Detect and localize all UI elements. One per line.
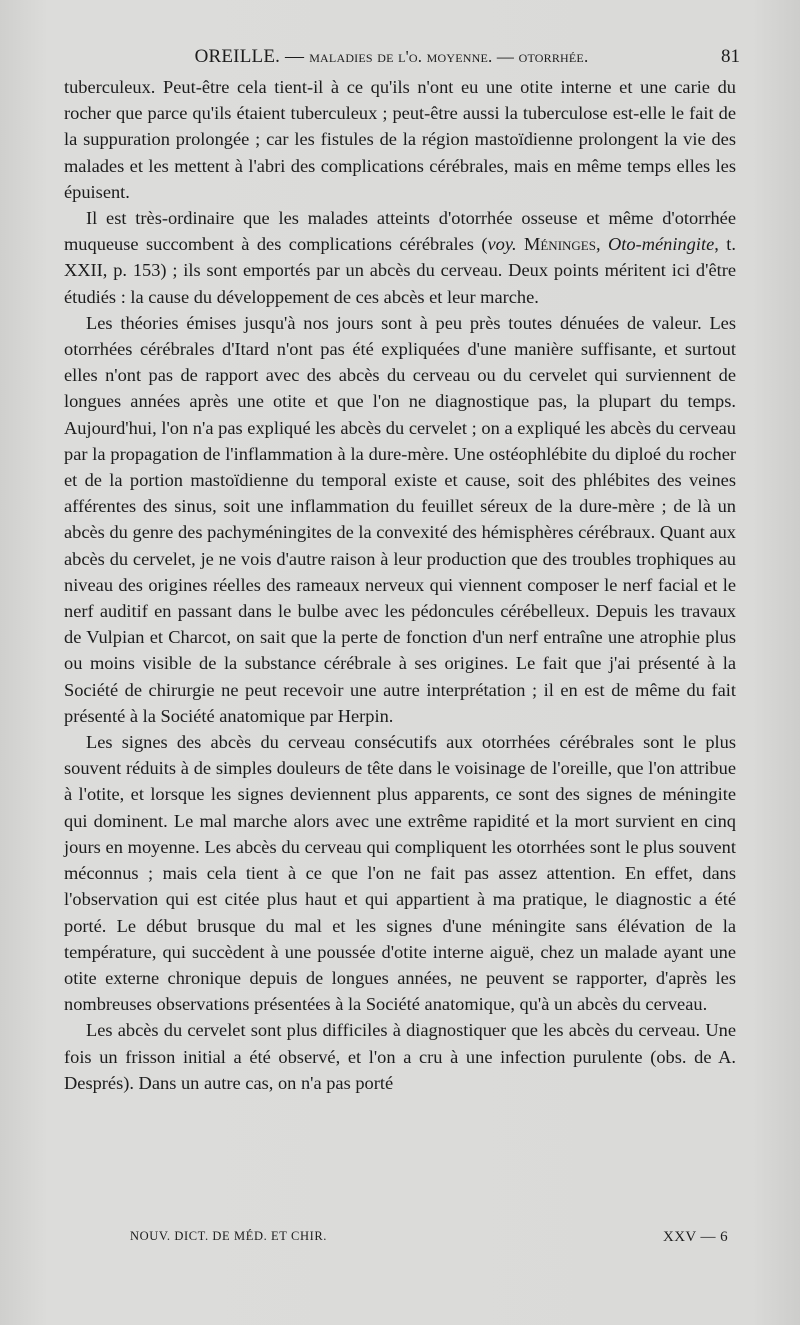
paragraph-2-voy: voy.	[487, 234, 517, 255]
running-title	[62, 46, 721, 68]
running-title-main: OREILLE. —	[194, 46, 310, 67]
footer-publication: NOUV. DICT. DE MÉD. ET CHIR.	[130, 1229, 328, 1243]
footer-signature: XXV — 6	[662, 1229, 728, 1245]
running-header	[62, 40, 740, 74]
body-text	[64, 74, 736, 1096]
paragraph-1: tuberculeux. Peut-être cela tient-il à ce qu'ils n'ont eu une otite interne et une carie du rocher que parce qu'ils étaient tuberculeux ; peut-être aussi la tuberculose est-elle le fait de la suppuration prolongée ; car les fistules de la région mastoïdienne prolongent la vie des malades et les mettent à l'abri des complications cérébrales, mais en même temps elles les épuisent.	[64, 77, 736, 202]
paragraph-2-text-b: , t. XXII, p. 153) ; ils sont emportés par un abcès du cerveau. Deux points méritent ici d'être étudiés : la cause du développement de ces abcès et leur marche.	[64, 234, 736, 307]
paragraph-2	[64, 205, 736, 310]
paragraph-2-oto-meningite: Oto-méningite	[608, 234, 715, 255]
page-footer	[130, 1229, 728, 1246]
paragraph-4: Les signes des abcès du cerveau consécutifs aux otorrhées cérébrales sont le plus souvent réduits à de simples douleurs de tête dans le voisinage de l'oreille, que l'on attribue à l'otite, et lorsque les signes deviennent plus apparents, ce sont des signes de méningite qui dominent. Le mal marche alors avec une extrême rapidité et la mort survient en cinq jours en moyenne. Les abcès du cerveau qui compliquent les otorrhées sont le plus souvent méconnus ; mais cela tient à ce que l'on ne fait pas assez attention. En effet, dans l'observation qui est citée plus haut et qui appartient à ma pratique, le diagnostic a été porté. Le début brusque du mal et les signes d'une méningite sans élévation de la température, qui succèdent à une poussée d'otite interne aiguë, chez un malade ayant une otite externe chronique depuis de longues années, ne peuvent se rapporter, d'après les nombreuses observations présentées à la Société anatomique, qu'à un abcès du cerveau.	[64, 732, 736, 1015]
page-number: 81	[721, 46, 740, 67]
paragraph-2-meninges: Méninges	[524, 234, 596, 255]
paragraph-5: Les abcès du cervelet sont plus difficiles à diagnostiquer que les abcès du cerveau. Une fois un frisson initial a été observé, et l'on a cru à une infection purulente (obs. de A. Després). Dans un autre cas, on n'a pas porté	[64, 1020, 736, 1093]
paragraph-2-text-a: Il est très-ordinaire que les malades atteints d'otorrhée osseuse et même d'otorrhée muqueuse succombent à des complications cérébrales (	[64, 208, 736, 255]
paragraph-2-comma: ,	[595, 234, 609, 255]
paragraph-3: Les théories émises jusqu'à nos jours sont à peu près toutes dénuées de valeur. Les otorrhées cérébrales d'Itard n'ont pas été expliquées d'une manière suffisante, et surtout elles n'ont pas de rapport avec des abcès du cerveau ou du cervelet qui surviennent de longues années après une otite et que l'on ne diagnostique pas, la plupart du temps. Aujourd'hui, l'on n'a pas expliqué les abcès du cervelet ; on a expliqué les abcès du cerveau par la propagation de l'inflammation à la dure-mère. Une ostéophlébite du diploé du rocher et de la portion mastoïdienne du temporal existe et cause, soit des phlébites des veines afférentes des sinus, soit une inflammation du feuillet séreux de la dure-mère ; de là un abcès du genre des pachyméningites de la convexité des hémisphères cérébraux. Quant aux abcès du cervelet, je ne vois d'autre raison à leur production que des troubles trophiques au niveau des origines réelles des rameaux nerveux qui viennent composer le nerf facial et le nerf auditif en passant dans le bulbe avec les pédoncules cérébelleux. Depuis les travaux de Vulpian et Charcot, on sait que la perte de fonction d'un nerf entraîne une atrophie plus ou moins visible de la substance cérébrale à ses origines. Le fait que j'ai présenté à la Société de chirurgie ne peut recevoir une autre interprétation ; il en est de même du fait présenté à la Société anatomique par Herpin.	[64, 312, 736, 726]
running-title-sub: maladies de l'o. moyenne. — otorrhée.	[309, 47, 589, 66]
